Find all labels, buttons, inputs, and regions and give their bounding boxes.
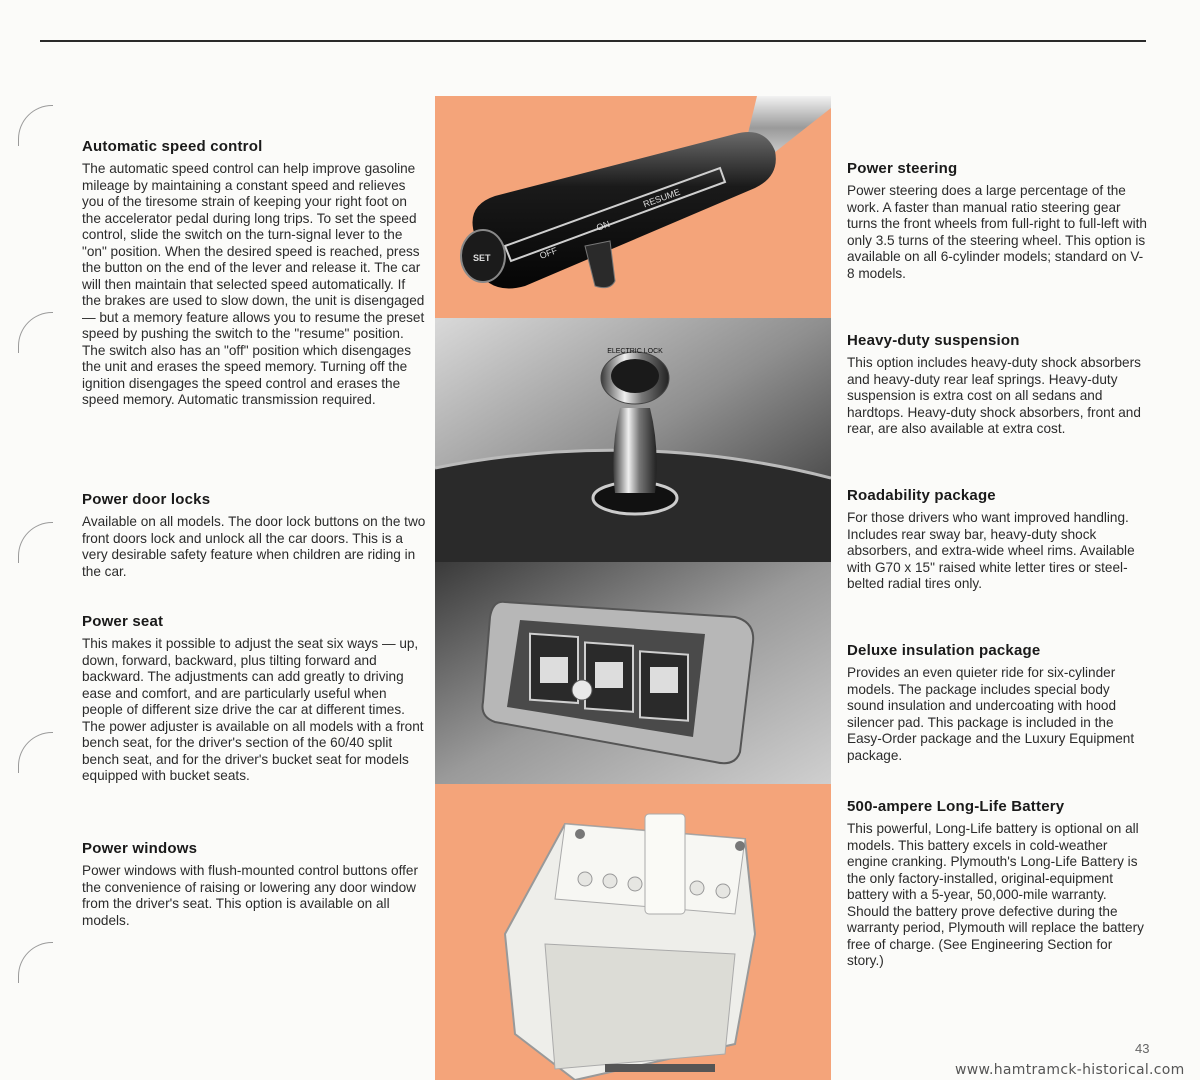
section-heading: Roadability package — [847, 487, 996, 504]
punch-hole-3 — [18, 522, 53, 563]
lever-label-resume: RESUME — [641, 186, 682, 210]
section-automatic-speed-control — [82, 138, 427, 409]
watermark-url: www.hamtramck-historical.com — [955, 1062, 1185, 1078]
punch-hole-1 — [18, 105, 53, 146]
section-body: The automatic speed control can help improve gasoline mileage by maintaining a constant speed and relieves you of the tiresome strain of keeping your right foot on the accelerator pedal during long trips. To set the speed control, slide the switch on the turn-signal lever to the "on" position. When the desired speed is reached, press the button on the end of the lever and release it. The car will then maintain that selected speed automatically. If the brakes are used to slow down, the unit is disengaged — but a memory feature allows you to resume the preset speed by pushing the switch to the "resume" position. The switch also has an "off" position which disengages the unit and erases the speed memory. Turning off the ignition disengages the speed control and erases the speed memory. Automatic transmission required. — [82, 161, 425, 407]
section-body: This powerful, Long-Life battery is optional on all models. This battery excels in cold-weather engine cranking. Plymouth's Long-Life Battery is the only factory-installed, original-equipment battery with a 5-year, 50,000-mile warranty. Should the battery prove defective during the warranty period, Plymouth will replace the battery free of charge. (See Engineering Section for story.) — [847, 821, 1144, 968]
section-deluxe-insulation-package — [847, 642, 1147, 764]
section-body: For those drivers who want improved handling. Includes rear sway bar, heavy-duty shock absorbers, and extra-wide wheel rims. Available with G70 x 15" raised white letter tires or steel-belted radial tires only. — [847, 510, 1135, 591]
punch-hole-2 — [18, 312, 53, 353]
section-roadability-package — [847, 487, 1147, 593]
section-heavy-duty-suspension — [847, 332, 1147, 438]
photo-power-seat-switch — [435, 562, 831, 784]
section-body: This makes it possible to adjust the seat six ways — up, down, forward, backward, plus tilting forward and backward. The adjustments can add greatly to driving ease and comfort, and are particularly useful when people of different size drive the car at different times. The power adjuster is available on all models with a front bench seat, for the driver's section of the 60/40 split bench seat, and for the driver's bucket seat for models equipped with bucket seats. — [82, 636, 424, 783]
section-heading: Automatic speed control — [82, 138, 263, 155]
section-heading: Power steering — [847, 160, 958, 177]
photo-speed-control-lever — [435, 96, 831, 318]
section-heading: Power door locks — [82, 491, 211, 508]
section-heading: Power windows — [82, 840, 198, 857]
top-rule — [40, 40, 1146, 42]
photo-power-door-lock — [435, 318, 831, 562]
lever-label-set: SET — [473, 253, 491, 263]
section-body: Power windows with flush-mounted control buttons offer the convenience of raising or lowering any door window from the driver's seat. This option is available on all models. — [82, 863, 418, 928]
section-body: Available on all models. The door lock buttons on the two front doors lock and unlock all the car doors. This is a very desirable safety feature when children are riding in the car. — [82, 514, 426, 579]
section-heading: 500-ampere Long-Life Battery — [847, 798, 1065, 815]
section-power-windows — [82, 840, 427, 929]
lever-label-on: ON — [595, 218, 612, 233]
section-heading: Power seat — [82, 613, 164, 630]
punch-hole-4 — [18, 732, 53, 773]
lock-label: ELECTRIC LOCK — [607, 348, 663, 355]
section-power-seat — [82, 613, 427, 785]
section-body: Provides an even quieter ride for six-cylinder models. The package includes special body sound insulation and undercoating with hood silencer pad. This package is included in the Easy-Order package and the Luxury Equipment package. — [847, 665, 1135, 763]
section-heading: Deluxe insulation package — [847, 642, 1041, 659]
section-heading: Heavy-duty suspension — [847, 332, 1020, 349]
section-power-door-locks — [82, 491, 427, 580]
section-body: This option includes heavy-duty shock absorbers and heavy-duty rear leaf springs. Heavy-duty suspension is extra cost on all sedans and hardtops. Heavy-duty shock absorbers, front and rear, are also available at extra cost. — [847, 355, 1141, 436]
lever-label-off: OFF — [538, 245, 559, 261]
section-long-life-battery — [847, 798, 1147, 970]
punch-hole-5 — [18, 942, 53, 983]
section-power-steering — [847, 160, 1147, 282]
section-body: Power steering does a large percentage of the work. A faster than manual ratio steering gear turns the front wheels from full-right to full-left with only 3.5 turns of the steering wheel. This option is available on all 6-cylinder models; standard on V-8 models. — [847, 183, 1147, 281]
page-number: 43 — [1135, 1041, 1150, 1056]
photo-power-window-switch — [435, 784, 831, 1080]
